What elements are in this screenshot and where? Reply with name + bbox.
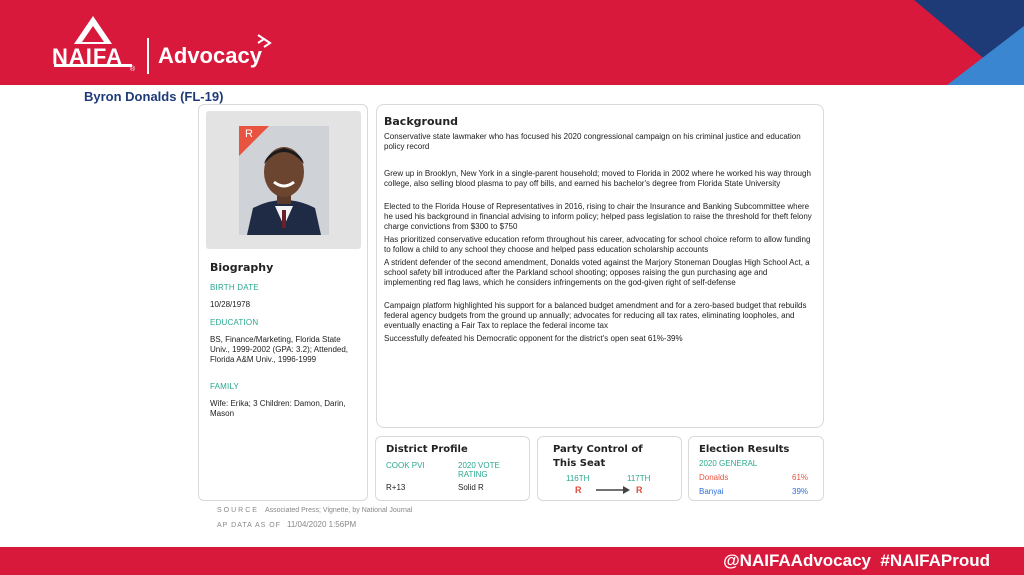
birth-date-label: BIRTH DATE <box>210 283 259 292</box>
data-asof-value: 11/04/2020 1:56PM <box>286 520 357 529</box>
background-panel <box>376 104 824 428</box>
logo-wordmark: NAIFA <box>52 44 123 69</box>
party-badge-icon <box>239 126 269 156</box>
candidate-1-name: Donalds <box>699 473 729 482</box>
section-title: Advocacy <box>158 43 262 68</box>
background-paragraph: Successfully defeated his Democratic opponent for the district's open seat 61%-39% <box>384 334 683 343</box>
background-paragraph: Campaign platform highlighted his support for a balanced budget amendment and for a zero-based budget that rebuilds federal agency budgets from the ground up annually; advocates for reducing all tax rates, eliminating loopholes, and eventually enacting a Fair Tax to replace the federal income tax <box>384 301 807 330</box>
cook-pvi-value: R+13 <box>386 483 406 492</box>
data-asof-label: AP DATA AS OF <box>217 522 281 529</box>
district-profile-panel <box>375 436 530 501</box>
election-type-label: 2020 GENERAL <box>699 459 758 468</box>
logo-divider <box>147 38 149 74</box>
background-paragraph: Grew up in Brooklyn, New York in a single-parent household; moved to Florida in 2002 where he worked his way through college, also selling blood plasma to pay off bills, and earned his bachelor's degree from Florida State University <box>384 169 811 188</box>
logo-registered-mark: ® <box>130 66 136 73</box>
party-to-value: R <box>636 485 643 495</box>
election-results-panel <box>688 436 824 501</box>
footer-banner <box>0 547 1024 575</box>
background-paragraph: Conservative state lawmaker who has focused his 2020 congressional campaign on his criminal justice and education policy record <box>384 132 801 151</box>
birth-date-value: 10/28/1978 <box>210 300 251 309</box>
source-line <box>217 507 412 514</box>
family-value: Wife: Erika; 3 Children: Damon, Darin, Mason <box>210 399 346 418</box>
party-control-panel <box>537 436 682 501</box>
party-control-heading: Party Control of This Seat <box>553 444 643 469</box>
education-value: BS, Finance/Marketing, Florida State Univ., 1999-2002 (GPA: 3.2); Attended, Florida A&M Univ., 1996-1999 <box>210 335 349 364</box>
congress-to-label: 117TH <box>627 474 651 483</box>
cook-pvi-label: COOK PVI <box>386 461 425 470</box>
source-label: SOURCE <box>217 507 259 514</box>
biography-panel <box>198 104 368 501</box>
party-from-value: R <box>575 485 582 495</box>
background-heading: Background <box>384 115 459 128</box>
photo-container <box>206 111 361 249</box>
vote-rating-value: Solid R <box>458 483 484 492</box>
corner-triangles-decoration <box>894 0 1024 85</box>
chevron-arrows-icon <box>252 33 274 51</box>
source-value: Associated Press; Vignette, by National Journal <box>264 507 413 514</box>
election-results-heading: Election Results <box>699 444 790 455</box>
arrow-right-icon <box>596 486 630 494</box>
portrait-photo <box>239 126 329 235</box>
candidate-1-percent: 61% <box>792 473 809 482</box>
district-profile-heading: District Profile <box>386 444 468 455</box>
background-paragraph: A strident defender of the second amendment, Donalds voted against the Marjory Stoneman Douglas High School Act, a school safety bill introduced after the Parkland school shooting; opposes raising the gun purchasing age and implementing red flag laws, which he considers infringements on the god-given right of self-defense <box>384 258 810 287</box>
vote-rating-label: 2020 VOTE RATING <box>458 461 500 479</box>
footer-hashtags: @NAIFAAdvocacy #NAIFAProud <box>723 551 990 570</box>
header-banner <box>0 0 1024 85</box>
congress-from-label: 116TH <box>566 474 590 483</box>
candidate-2-percent: 39% <box>792 487 809 496</box>
biography-heading: Biography <box>210 261 274 274</box>
background-paragraph: Has prioritized conservative education reform throughout his career, advocating for school choice reform to allow funding to follow a child to any school they choose and helped pass education scholarship accounts <box>384 235 811 254</box>
education-label: EDUCATION <box>210 318 259 327</box>
data-timestamp-line <box>217 520 356 529</box>
page-title: Byron Donalds (FL-19) <box>84 89 224 104</box>
family-label: FAMILY <box>210 382 240 391</box>
candidate-2-name: Banyai <box>699 487 724 496</box>
background-paragraph: Elected to the Florida House of Representatives in 2016, rising to chair the Insurance and Banking Subcommittee where he used his background in financial advising to inform policy; helped pass legislation to raise the threshold for theft felony charge convictions from $300 to $750 <box>384 202 812 231</box>
party-letter: R <box>245 128 253 140</box>
